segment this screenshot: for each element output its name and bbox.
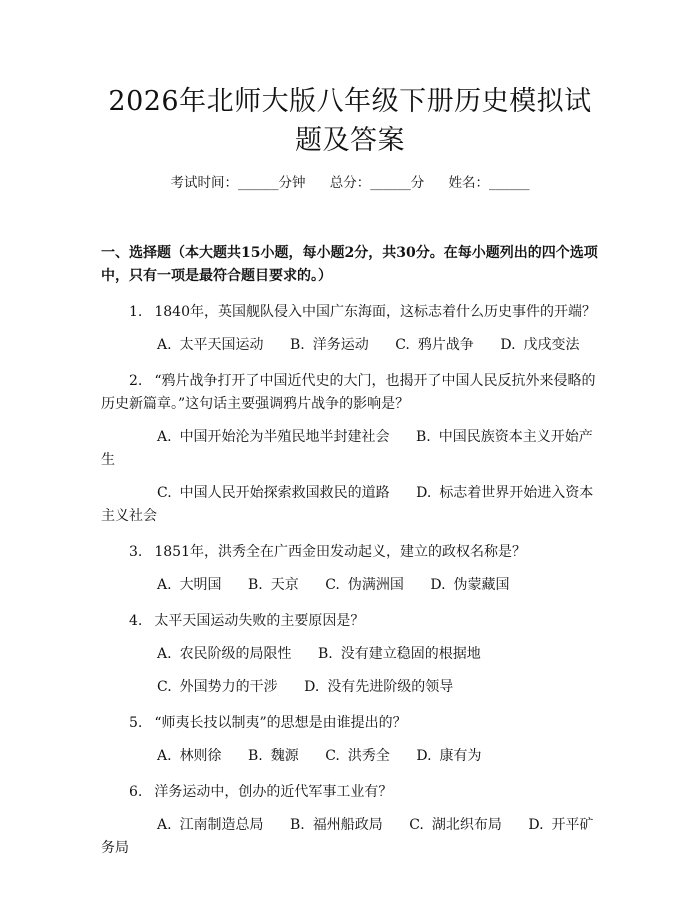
option-text: 康有为 — [439, 748, 482, 764]
question-text: 太平天国运动失败的主要原因是？ — [154, 613, 365, 629]
question-stem — [101, 370, 599, 416]
question-options — [101, 814, 599, 860]
option-text: 戊戌变法 — [523, 337, 580, 353]
option-letter: C. — [157, 485, 172, 501]
question-text: 洋务运动中，创办的近代军事工业有？ — [154, 784, 393, 800]
option-letter: D. — [304, 679, 320, 695]
option-d — [416, 748, 481, 764]
option-c — [157, 485, 390, 501]
option-a — [157, 817, 264, 833]
question-number: 5. — [129, 715, 143, 731]
option-letter: B. — [416, 429, 431, 445]
question-stem — [101, 610, 599, 633]
question-text: “鸦片战争打开了中国近代史的大门，也揭开了中国人民反抗外来侵略的历史新篇章。”这句话主要强调鸦片战争的影响是？ — [101, 373, 596, 412]
question-1 — [101, 301, 599, 357]
option-letter: D. — [500, 337, 516, 353]
option-b — [290, 817, 383, 833]
question-2 — [101, 370, 599, 528]
option-text: 洋务运动 — [312, 337, 369, 353]
student-name-field: 姓名：______ — [448, 175, 530, 191]
option-letter: B. — [248, 577, 263, 593]
option-text: 伪蒙藏国 — [453, 577, 510, 593]
option-b — [248, 748, 299, 764]
option-b — [290, 337, 369, 353]
exam-info — [101, 173, 599, 193]
option-text: 鸦片战争 — [417, 337, 474, 353]
option-letter: D. — [528, 817, 544, 833]
option-a — [157, 646, 292, 662]
option-a — [157, 577, 222, 593]
question-options-row-1 — [101, 426, 599, 472]
question-text: “师夷长技以制夷”的思想是由谁提出的？ — [154, 715, 407, 731]
option-letter: B. — [290, 337, 305, 353]
option-text: 福州船政局 — [312, 817, 383, 833]
option-letter: C. — [395, 337, 410, 353]
option-letter: C. — [325, 748, 340, 764]
question-stem — [101, 781, 599, 804]
option-text: 大明国 — [179, 577, 222, 593]
option-b — [248, 577, 299, 593]
option-d — [500, 337, 579, 353]
option-letter: A. — [157, 577, 172, 593]
option-text: 外国势力的干涉 — [179, 679, 278, 695]
question-4 — [101, 610, 599, 699]
option-c — [157, 679, 278, 695]
option-letter: C. — [157, 679, 172, 695]
option-letter: A. — [157, 646, 172, 662]
option-a — [157, 748, 222, 764]
question-options — [101, 334, 599, 357]
option-letter: A. — [157, 817, 172, 833]
question-options-row-2 — [101, 676, 599, 699]
option-c — [409, 817, 502, 833]
option-letter: B. — [290, 817, 305, 833]
option-c — [395, 337, 474, 353]
option-text: 中国人民开始探索救国救民的道路 — [179, 485, 390, 501]
section-heading: 一、选择题（本大题共15小题，每小题2分，共30分。在每小题列出的四个选项中，只有一项是最符合题目要求的。） — [101, 245, 598, 284]
option-letter: D. — [430, 577, 446, 593]
option-c — [325, 577, 404, 593]
question-6 — [101, 781, 599, 860]
question-number: 6. — [129, 784, 143, 800]
option-letter: C. — [409, 817, 424, 833]
document-title: 2026年北师大版八年级下册历史模拟试题及答案 — [108, 86, 592, 156]
question-text: 1840年，英国舰队侵入中国广东海面，这标志着什么历史事件的开端？ — [154, 304, 596, 320]
question-options-row-1 — [101, 643, 599, 666]
question-number: 1. — [129, 304, 143, 320]
option-text: 洪秀全 — [347, 748, 390, 764]
option-a — [157, 429, 390, 445]
option-text: 农民阶级的局限性 — [179, 646, 292, 662]
option-text: 魏源 — [270, 748, 299, 764]
option-letter: B. — [248, 748, 263, 764]
option-letter: A. — [157, 429, 172, 445]
option-text: 林则徐 — [179, 748, 222, 764]
option-c — [325, 748, 390, 764]
question-3 — [101, 541, 599, 597]
question-options — [101, 574, 599, 597]
question-stem — [101, 301, 599, 324]
option-text: 标志着世界开始进入资本主义社会 — [101, 485, 594, 524]
question-stem — [101, 541, 599, 564]
option-text: 天京 — [270, 577, 299, 593]
option-b — [318, 646, 481, 662]
option-text: 太平天国运动 — [179, 337, 264, 353]
question-options — [101, 745, 599, 768]
option-letter: D. — [416, 748, 432, 764]
option-letter: A. — [157, 337, 172, 353]
option-text: 中国民族资本主义开始产生 — [101, 429, 593, 468]
question-stem — [101, 712, 599, 735]
total-score-field: 总分：______分 — [329, 175, 425, 191]
question-number: 3. — [129, 544, 143, 560]
option-text: 没有先进阶级的领导 — [327, 679, 454, 695]
option-letter: A. — [157, 748, 172, 764]
exam-time-field: 考试时间：______分钟 — [170, 175, 306, 191]
option-text: 湖北织布局 — [431, 817, 502, 833]
option-letter: D. — [416, 485, 432, 501]
option-a — [157, 337, 264, 353]
question-number: 2. — [129, 373, 143, 389]
option-text: 开平矿务局 — [101, 817, 594, 856]
option-letter: C. — [325, 577, 340, 593]
option-d — [304, 679, 453, 695]
question-text: 1851年，洪秀全在广西金田发动起义，建立的政权名称是？ — [154, 544, 526, 560]
option-text: 江南制造总局 — [179, 817, 264, 833]
question-5 — [101, 712, 599, 768]
question-number: 4. — [129, 613, 143, 629]
question-options-row-2 — [101, 482, 599, 528]
option-text: 没有建立稳固的根据地 — [340, 646, 481, 662]
option-text: 伪满洲国 — [347, 577, 404, 593]
option-letter: B. — [318, 646, 333, 662]
option-text: 中国开始沦为半殖民地半封建社会 — [179, 429, 390, 445]
option-d — [430, 577, 509, 593]
